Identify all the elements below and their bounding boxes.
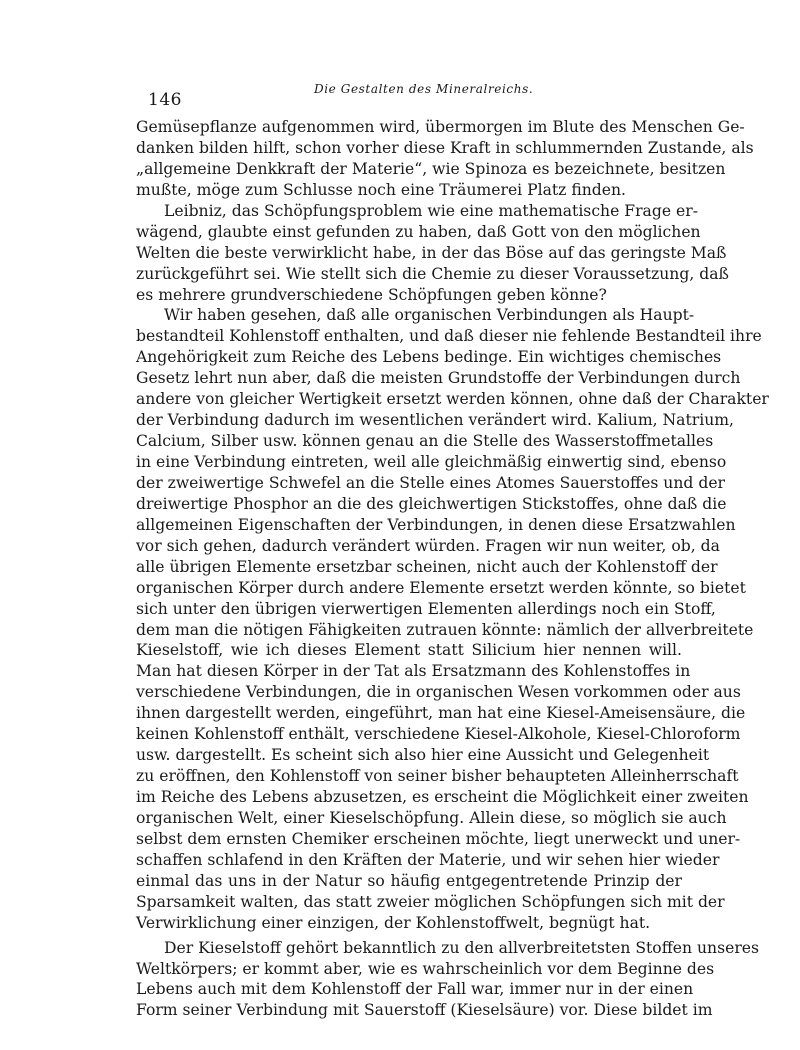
text-line: andere von gleicher Wertigkeit ersetzt werden können, ohne daß der Charakter bbox=[136, 390, 769, 409]
text-line: zurückgeführt sei. Wie stellt sich die Chemie zu dieser Voraussetzung, daß bbox=[136, 264, 729, 283]
running-head: Die Gestalten des Mineralreichs. bbox=[314, 82, 534, 96]
text-line: Form seiner Verbindung mit Sauerstoff (Kieselsäure) vor. Diese bildet im bbox=[136, 1001, 713, 1020]
text-line: Lebens auch mit dem Kohlenstoff der Fall war, immer nur in der einen bbox=[136, 980, 694, 999]
text-line: Gemüsepflanze aufgenommen wird, übermorgen im Blute des Menschen Ge- bbox=[136, 118, 745, 136]
text-line: organischen Körper durch andere Elemente ersetzt werden könnte, so bietet bbox=[136, 578, 746, 597]
text-line: im Reiche des Lebens abzusetzen, es erscheint die Möglichkeit einer zweiten bbox=[136, 788, 749, 806]
text-line: Sparsamkeit walten, das statt zweier möglichen Schöpfungen sich mit der bbox=[136, 892, 725, 911]
text-line: sich unter den übrigen vierwertigen Elementen allerdings noch ein Stoff, bbox=[136, 599, 716, 618]
text-line: usw. dargestellt. Es scheint sich also hier eine Aussicht und Gelegenheit bbox=[136, 746, 710, 765]
text-line: mußte, möge zum Schlusse noch eine Träumerei Platz finden. bbox=[136, 180, 626, 199]
text-line: der Verbindung dadurch im wesentlichen verändert wird. Kalium, Natrium, bbox=[136, 411, 734, 430]
text-line: alle übrigen Elemente ersetzbar scheinen, nicht auch der Kohlenstoff der bbox=[136, 557, 718, 576]
text-line: verschiedene Verbindungen, die in organischen Wesen vorkommen oder aus bbox=[136, 683, 741, 702]
text-line: keinen Kohlenstoff enthält, verschiedene Kiesel-Alkohole, Kiesel-Chloroform bbox=[136, 725, 741, 744]
text-line: schaffen schlafend in den Kräften der Materie, und wir sehen hier wieder bbox=[136, 850, 720, 869]
text-line: vor sich gehen, dadurch verändert würden. Fragen wir nun weiter, ob, da bbox=[136, 536, 720, 555]
text-line: wägend, glaubte einst gefunden zu haben, daß Gott von den möglichen bbox=[136, 222, 701, 241]
body-text bbox=[136, 117, 769, 1021]
text-line: Weltkörpers; er kommt aber, wie es wahrscheinlich vor dem Beginne des bbox=[136, 959, 715, 978]
text-line: Wir haben gesehen, daß alle organischen Verbindungen als Haupt- bbox=[164, 306, 695, 325]
text-line: „allgemeine Denkkraft der Materie“, wie Spinoza es bezeichnete, besitzen bbox=[136, 159, 726, 178]
text-line: einmal das uns in der Natur so häufig entgegentretende Prinzip der bbox=[136, 871, 682, 890]
text-line: Angehörigkeit zum Reiche des Lebens bedinge. Ein wichtiges chemisches bbox=[136, 348, 722, 367]
text-line: Man hat diesen Körper in der Tat als Ersatzmann des Kohlenstoffes in bbox=[136, 662, 691, 681]
text-line: dem man die nötigen Fähigkeiten zutrauen könnte: nämlich der allverbreitete bbox=[136, 620, 754, 639]
text-line: Welten die beste verwirklicht habe, in der das Böse auf das geringste Maß bbox=[136, 243, 727, 262]
text-line: Verwirklichung einer einzigen, der Kohlenstoffwelt, begnügt hat. bbox=[136, 913, 651, 932]
text-line: selbst dem ernsten Chemiker erscheinen möchte, liegt unerweckt und uner- bbox=[136, 829, 741, 848]
page-number: 146 bbox=[148, 90, 182, 110]
text-line: danken bilden hilft, schon vorher diese Kraft in schlummernden Zustande, als bbox=[136, 138, 754, 157]
text-line: Leibniz, das Schöpfungsproblem wie eine mathematische Frage er- bbox=[164, 201, 698, 220]
text-line: ihnen dargestellt werden, eingeführt, man hat eine Kiesel-Ameisensäure, die bbox=[136, 704, 746, 723]
text-line: in eine Verbindung eintreten, weil alle gleichmäßig einwertig sind, ebenso bbox=[136, 453, 727, 471]
text-line: Calcium, Silber usw. können genau an die Stelle des Wasserstoffmetalles bbox=[136, 432, 714, 451]
text-line: bestandteil Kohlenstoff enthalten, und daß dieser nie fehlende Bestandteil ihre bbox=[136, 327, 762, 346]
text-line: der zweiwertige Schwefel an die Stelle eines Atomes Sauerstoffes und der bbox=[136, 473, 725, 492]
text-line: allgemeinen Eigenschaften der Verbindungen, in denen diese Ersatzwahlen bbox=[136, 515, 736, 534]
text-line: dreiwertige Phosphor an die des gleichwertigen Stickstoffes, ohne daß die bbox=[136, 494, 727, 513]
text-line: Gesetz lehrt nun aber, daß die meisten Grundstoffe der Verbindungen durch bbox=[136, 369, 741, 388]
text-line: Der Kieselstoff gehört bekanntlich zu den allverbreitetsten Stoffen unseres bbox=[164, 938, 759, 957]
text-line: Kieselstoff, wie ich dieses Element statt Silicium hier nennen will. bbox=[136, 641, 682, 660]
text-line: es mehrere grundverschiedene Schöpfungen geben könne? bbox=[136, 285, 607, 304]
page-header bbox=[136, 82, 672, 112]
text-line: organischen Welt, einer Kieselschöpfung. Allein diese, so möglich sie auch bbox=[136, 808, 727, 827]
text-line: zu eröffnen, den Kohlenstoff von seiner bisher behaupteten Alleinherrschaft bbox=[136, 767, 739, 786]
